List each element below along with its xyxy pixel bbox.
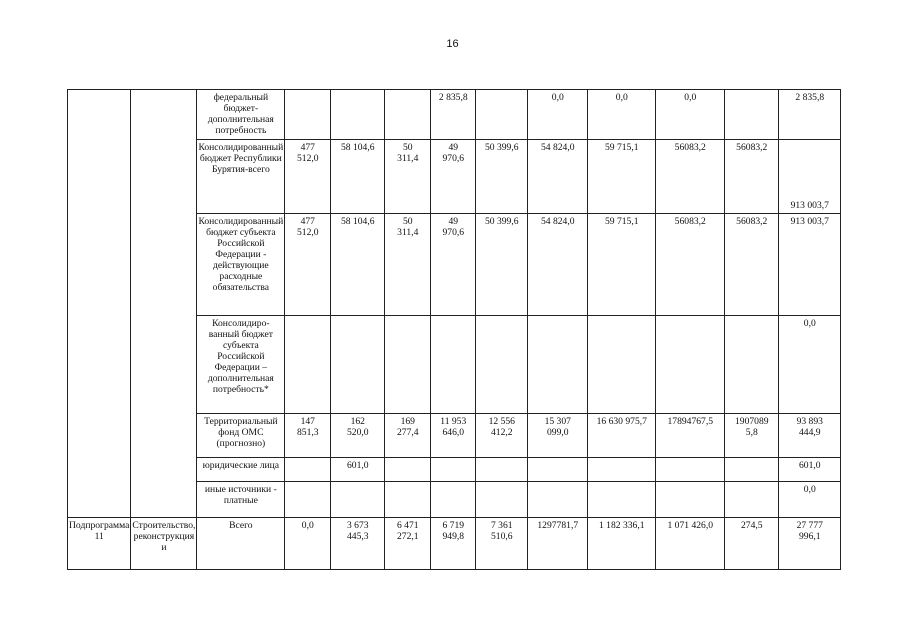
value-cell: 50 311,4 — [385, 214, 431, 316]
value-cell — [331, 482, 385, 518]
value-cell: 0,0 — [656, 90, 725, 140]
value-cell: 58 104,6 — [331, 140, 385, 214]
value-cell — [476, 90, 528, 140]
program-cell — [68, 90, 131, 518]
value-cell: 17894767,5 — [656, 414, 725, 458]
value-cell: 0,0 — [588, 90, 656, 140]
value-cell: 0,0 — [779, 482, 841, 518]
value-cell: 0,0 — [779, 316, 841, 414]
page-number: 16 — [446, 38, 459, 50]
value-cell: 93 893 444,9 — [779, 414, 841, 458]
value-cell: 27 777 996,1 — [779, 518, 841, 570]
value-cell: 56083,2 — [725, 214, 779, 316]
value-cell — [385, 458, 431, 482]
value-cell: 601,0 — [779, 458, 841, 482]
value-cell — [656, 482, 725, 518]
value-cell: 913 003,7 — [779, 140, 841, 214]
value-cell: 0,0 — [528, 90, 588, 140]
source-label: иные источники - платные — [197, 482, 285, 518]
value-cell: 50 399,6 — [476, 140, 528, 214]
value-cell — [588, 458, 656, 482]
value-cell: 3 673 445,3 — [331, 518, 385, 570]
source-label: Всего — [197, 518, 285, 570]
value-cell: 6 719 949,8 — [431, 518, 476, 570]
value-cell: 169 277,4 — [385, 414, 431, 458]
value-cell: 147 851,3 — [285, 414, 331, 458]
table-row — [68, 518, 841, 570]
value-cell — [331, 90, 385, 140]
value-cell: 59 715,1 — [588, 140, 656, 214]
value-cell: 54 824,0 — [528, 140, 588, 214]
value-cell — [476, 316, 528, 414]
name-cell — [131, 90, 197, 518]
value-cell — [431, 458, 476, 482]
value-cell: 274,5 — [725, 518, 779, 570]
value-cell — [285, 482, 331, 518]
value-cell: 49 970,6 — [431, 140, 476, 214]
value-cell: 59 715,1 — [588, 214, 656, 316]
source-label: Консолидиро-ванный бюджет субъекта Российской Федерации – дополнительная потребность* — [197, 316, 285, 414]
value-cell — [725, 316, 779, 414]
value-cell: 15 307 099,0 — [528, 414, 588, 458]
name-cell: Строительство, реконструкция и — [131, 518, 197, 570]
source-label: Территориальный фонд ОМС (прогнозно) — [197, 414, 285, 458]
value-cell — [385, 482, 431, 518]
value-cell: 50 399,6 — [476, 214, 528, 316]
value-cell: 0,0 — [285, 518, 331, 570]
value-cell: 913 003,7 — [779, 214, 841, 316]
value-cell: 6 471 272,1 — [385, 518, 431, 570]
value-cell — [725, 482, 779, 518]
value-cell: 477 512,0 — [285, 140, 331, 214]
value-cell: 54 824,0 — [528, 214, 588, 316]
value-cell — [588, 316, 656, 414]
program-cell: Подпрограмма 11 — [68, 518, 131, 570]
table-body — [68, 90, 841, 570]
value-cell — [528, 458, 588, 482]
value-cell — [476, 458, 528, 482]
value-cell: 1 182 336,1 — [588, 518, 656, 570]
value-cell — [656, 316, 725, 414]
value-cell: 49 970,6 — [431, 214, 476, 316]
value-cell — [725, 90, 779, 140]
value-cell: 50 311,4 — [385, 140, 431, 214]
value-cell — [476, 482, 528, 518]
source-label: Консолидированный бюджет субъекта Российской Федерации - действующие расходные обязательства — [197, 214, 285, 316]
value-cell: 7 361 510,6 — [476, 518, 528, 570]
value-cell: 1 071 426,0 — [656, 518, 725, 570]
value-cell — [331, 316, 385, 414]
value-cell — [528, 482, 588, 518]
value-cell: 1297781,7 — [528, 518, 588, 570]
value-cell — [431, 482, 476, 518]
source-label: юридические лица — [197, 458, 285, 482]
value-cell — [385, 316, 431, 414]
source-label: Консолидированный бюджет Республики Бурятия-всего — [197, 140, 285, 214]
value-cell: 58 104,6 — [331, 214, 385, 316]
table-row — [68, 90, 841, 140]
value-cell: 162 520,0 — [331, 414, 385, 458]
value-cell: 56083,2 — [725, 140, 779, 214]
value-cell — [588, 482, 656, 518]
value-cell — [528, 316, 588, 414]
value-cell: 601,0 — [331, 458, 385, 482]
value-cell: 56083,2 — [656, 214, 725, 316]
value-cell: 56083,2 — [656, 140, 725, 214]
value-cell — [725, 458, 779, 482]
source-label: федеральный бюджет-дополнительная потребность — [197, 90, 285, 140]
value-cell — [285, 316, 331, 414]
value-cell — [656, 458, 725, 482]
value-cell — [431, 316, 476, 414]
value-cell: 1907089 5,8 — [725, 414, 779, 458]
value-cell: 12 556 412,2 — [476, 414, 528, 458]
budget-table — [67, 89, 841, 570]
value-cell: 11 953 646,0 — [431, 414, 476, 458]
value-cell — [285, 458, 331, 482]
value-cell — [385, 90, 431, 140]
value-cell — [285, 90, 331, 140]
value-cell: 477 512,0 — [285, 214, 331, 316]
value-cell: 16 630 975,7 — [588, 414, 656, 458]
value-cell: 2 835,8 — [431, 90, 476, 140]
value-cell: 2 835,8 — [779, 90, 841, 140]
